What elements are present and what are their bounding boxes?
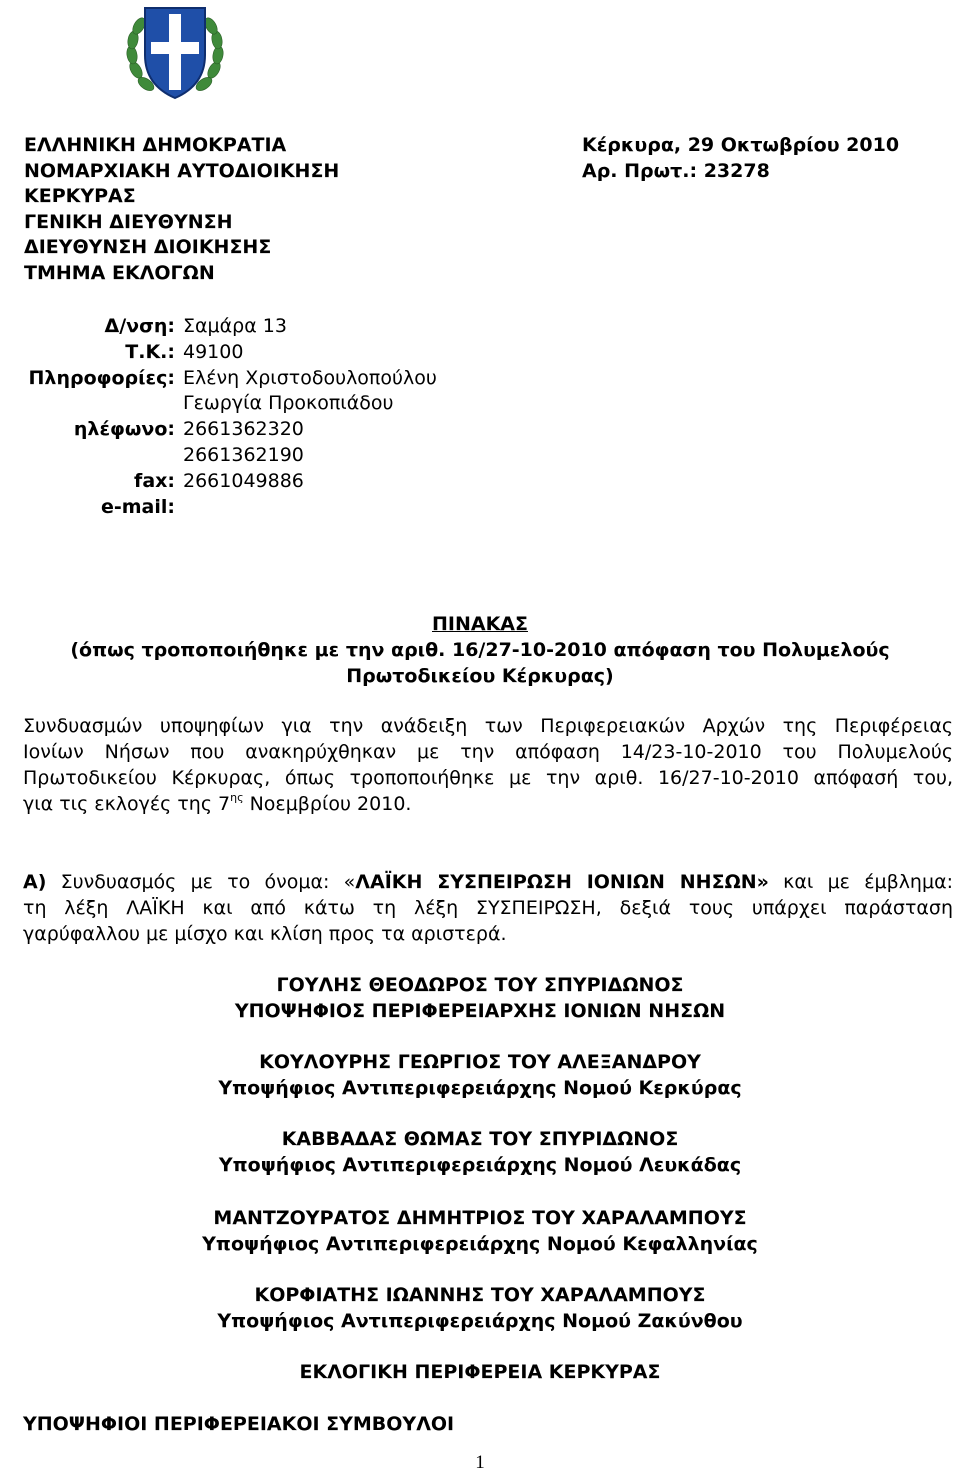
candidate-name: ΚΟΡΦΙΑΤΗΣ ΙΩΑΝΝΗΣ ΤΟΥ ΧΑΡΑΛΑΜΠΟΥΣ [254,1284,706,1306]
intro-line: Πρωτοδικείου Κέρκυρας, όπως τροποποιήθηκε με την αριθ. 16/27-10-2010 απόφασή του, [23,767,953,789]
coalition-name: ΛΑΪΚΗ ΣΥΣΠΕΙΡΩΣΗ ΙΟΝΙΩΝ ΝΗΣΩΝ» [355,871,769,893]
candidate-role: Υποψήφιος Αντιπεριφερειάρχης Νομού Κεφαλληνίας [202,1233,758,1255]
info-value: Γεωργία Προκοπιάδου [183,392,394,415]
document-date: Κέρκυρα, 29 Οκτωβρίου 2010 [582,134,900,156]
authority-line: ΚΕΡΚΥΡΑΣ [24,185,136,207]
candidate-role: Υποψήφιος Αντιπεριφερειάρχης Νομού Ζακύνθου [217,1310,743,1332]
intro-text: Νοεμβρίου 2010. [243,793,412,815]
section-a-paragraph [23,869,953,947]
section-text: και με έμβλημα: [768,871,953,893]
intro-paragraph [23,713,953,817]
intro-line [23,791,953,817]
phone-value: 2661362320 [183,418,304,441]
authority-line: ΓΕΝΙΚΗ ΔΙΕΥΘΥΝΣΗ [24,210,233,233]
section-a-line [23,869,953,895]
intro-line: Συνδυασμών υποψηφίων για την ανάδειξη των Περιφερειακών Αρχών της Περιφέρειας [23,715,953,737]
councillors-heading: ΥΠΟΨΗΦΙΟΙ ΠΕΡΙΦΕΡΕΙΑΚΟΙ ΣΥΜΒΟΥΛΟΙ [23,1413,455,1435]
postcode-value: 49100 [183,340,244,363]
page-number: 1 [475,1452,485,1473]
fax-label: fax: [134,469,175,492]
issuing-authority [24,133,339,286]
phone-label: ηλέφωνο: [73,418,175,441]
authority-line: ΝΟΜΑΡΧΙΑΚΗ ΑΥΤΟΔΙΟΙΚΗΣΗ [24,159,340,182]
postcode-label: Τ.Κ.: [125,340,175,363]
document-meta [582,133,899,184]
ordinal-suffix: ης [230,791,244,804]
candidate-name: ΜΑΝΤΖΟΥΡΑΤΟΣ ΔΗΜΗΤΡΙΟΣ ΤΟΥ ΧΑΡΑΛΑΜΠΟΥΣ [213,1207,747,1229]
electoral-district-title: ΕΚΛΟΓΙΚΗ ΠΕΡΙΦΕΡΕΙΑ ΚΕΡΚΥΡΑΣ [299,1361,661,1383]
authority-line: ΔΙΕΥΘΥΝΣΗ ΔΙΟΙΚΗΣΗΣ [24,236,272,258]
fax-value: 2661049886 [183,469,304,492]
intro-line: Ιονίων Νήσων που ανακηρύχθηκαν με την απόφαση 14/23-10-2010 του Πολυμελούς [23,741,953,763]
phone-value: 2661362190 [183,443,304,466]
authority-line: ΕΛΛΗΝΙΚΗ ΔΗΜΟΚΡΑΤΙΑ [24,134,287,156]
intro-text: για τις εκλογές της 7 [23,793,231,815]
table-subtitle: Πρωτοδικείου Κέρκυρας) [346,665,614,687]
authority-line: ΤΜΗΜΑ ΕΚΛΟΓΩΝ [24,261,215,284]
candidate-role: ΥΠΟΨΗΦΙΟΣ ΠΕΡΙΦΕΡΕΙΑΡΧΗΣ ΙΟΝΙΩΝ ΝΗΣΩΝ [234,1000,726,1022]
section-a-line: τη λέξη ΛΑΪΚΗ και από κάτω τη λέξη ΣΥΣΠΕΙΡΩΣΗ, δεξιά τους υπάρχει παράσταση [23,897,953,919]
section-a-line: γαρύφαλλου με μίσχο και κλίση προς τα αριστερά. [23,923,507,945]
protocol-number: Αρ. Πρωτ.: 23278 [582,159,770,182]
section-text: Συνδυασμός με το όνομα: « [46,871,356,893]
info-value: Ελένη Χριστοδουλοπούλου [183,366,437,389]
candidate-role: Υποψήφιος Αντιπεριφερειάρχης Νομού Λευκάδας [218,1154,742,1176]
candidate-role: Υποψήφιος Αντιπεριφερειάρχης Νομού Κερκύρας [218,1077,742,1099]
email-label: e-mail: [100,495,175,518]
table-subtitle: (όπως τροποποιήθηκε με την αριθ. 16/27-10-2010 απόφαση του Πολυμελούς [70,639,890,661]
address-label: Δ/νση: [104,315,175,337]
table-title: ΠΙΝΑΚΑΣ [432,613,528,635]
info-label: Πληροφορίες: [28,366,175,389]
section-letter: Α) [23,871,47,893]
address-value: Σαμάρα 13 [183,315,287,337]
contact-details [0,314,600,520]
greek-state-emblem-icon [120,0,230,110]
candidate-name: ΓΟΥΛΗΣ ΘΕΟΔΩΡΟΣ ΤΟΥ ΣΠΥΡΙΔΩΝΟΣ [276,974,684,996]
candidate-name: ΚΟΥΛΟΥΡΗΣ ΓΕΩΡΓΙΟΣ ΤΟΥ ΑΛΕΞΑΝΔΡΟΥ [259,1051,701,1073]
candidate-name: ΚΑΒΒΑΔΑΣ ΘΩΜΑΣ ΤΟΥ ΣΠΥΡΙΔΩΝΟΣ [281,1128,679,1150]
